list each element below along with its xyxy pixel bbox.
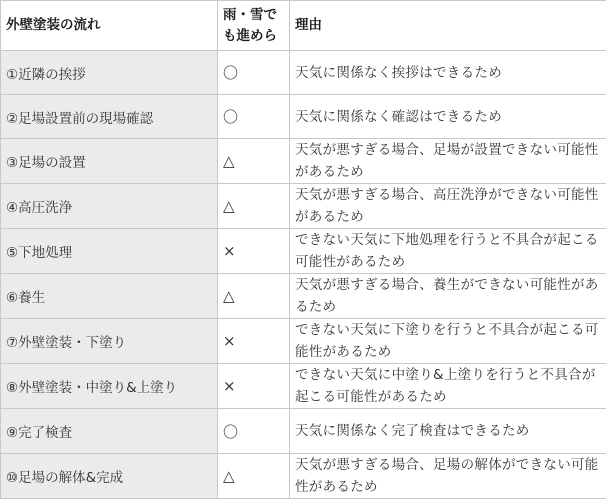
step-cell: ⑥養生 <box>1 274 218 319</box>
reason-cell: できない天気に下塗りを行うと不具合が起こる可能性があるため <box>290 319 606 364</box>
weather-mark-cell <box>218 95 290 139</box>
triangle-mark-icon: △ <box>223 467 235 485</box>
reason-cell: 天気が悪すぎる場合、足場が設置できない可能性があるため <box>290 139 606 184</box>
step-cell: ①近隣の挨拶 <box>1 51 218 95</box>
reason-cell: できない天気に下地処理を行うと不具合が起こる可能性があるため <box>290 229 606 274</box>
step-cell: ③足場の設置 <box>1 139 218 184</box>
cross-mark-icon: × <box>223 242 236 260</box>
table-row <box>1 409 606 454</box>
reason-cell: 天気に関係なく確認はできるため <box>290 95 606 139</box>
reason-cell: 天気が悪すぎる場合、高圧洗浄ができない可能性があるため <box>290 184 606 229</box>
weather-mark-cell <box>218 454 290 499</box>
step-cell: ⑨完了検査 <box>1 409 218 454</box>
reason-cell: 天気が悪すぎる場合、養生ができない可能性があるため <box>290 274 606 319</box>
table-row <box>1 274 606 319</box>
triangle-mark-icon: △ <box>223 197 235 215</box>
header-weather-line2: も進めら <box>223 28 277 44</box>
table-row <box>1 51 606 95</box>
reason-cell: 天気に関係なく挨拶はできるため <box>290 51 606 95</box>
cross-mark-icon: × <box>223 332 236 350</box>
table-row <box>1 319 606 364</box>
header-weather <box>218 1 290 51</box>
reason-cell: できない天気に中塗り&上塗りを行うと不具合が起こる可能性があるため <box>290 364 606 409</box>
table-row <box>1 184 606 229</box>
reason-cell: 天気が悪すぎる場合、足場の解体ができない可能性があるため <box>290 454 606 499</box>
weather-mark-cell <box>218 51 290 95</box>
weather-mark-cell <box>218 229 290 274</box>
table-row <box>1 139 606 184</box>
circle-mark-icon: 〇 <box>223 423 238 441</box>
table-row <box>1 364 606 409</box>
header-weather-line1: 雨・雪で <box>223 7 277 23</box>
step-cell: ④高圧洗浄 <box>1 184 218 229</box>
weather-mark-cell <box>218 319 290 364</box>
table-row <box>1 454 606 499</box>
weather-mark-cell <box>218 274 290 319</box>
weather-mark-cell <box>218 139 290 184</box>
weather-mark-cell <box>218 409 290 454</box>
table-row <box>1 95 606 139</box>
table-row <box>1 229 606 274</box>
cross-mark-icon: × <box>223 377 236 395</box>
triangle-mark-icon: △ <box>223 287 235 305</box>
reason-cell: 天気に関係なく完了検査はできるため <box>290 409 606 454</box>
header-reason: 理由 <box>290 1 606 51</box>
circle-mark-icon: 〇 <box>223 108 238 126</box>
step-cell: ②足場設置前の現場確認 <box>1 95 218 139</box>
table-header-row <box>1 1 606 51</box>
triangle-mark-icon: △ <box>223 152 235 170</box>
step-cell: ⑧外壁塗装・中塗り&上塗り <box>1 364 218 409</box>
circle-mark-icon: 〇 <box>223 64 238 82</box>
weather-mark-cell <box>218 184 290 229</box>
weather-mark-cell <box>218 364 290 409</box>
step-cell: ⑤下地処理 <box>1 229 218 274</box>
step-cell: ⑦外壁塗装・下塗り <box>1 319 218 364</box>
step-cell: ⑩足場の解体&完成 <box>1 454 218 499</box>
header-step: 外壁塗装の流れ <box>1 1 218 51</box>
